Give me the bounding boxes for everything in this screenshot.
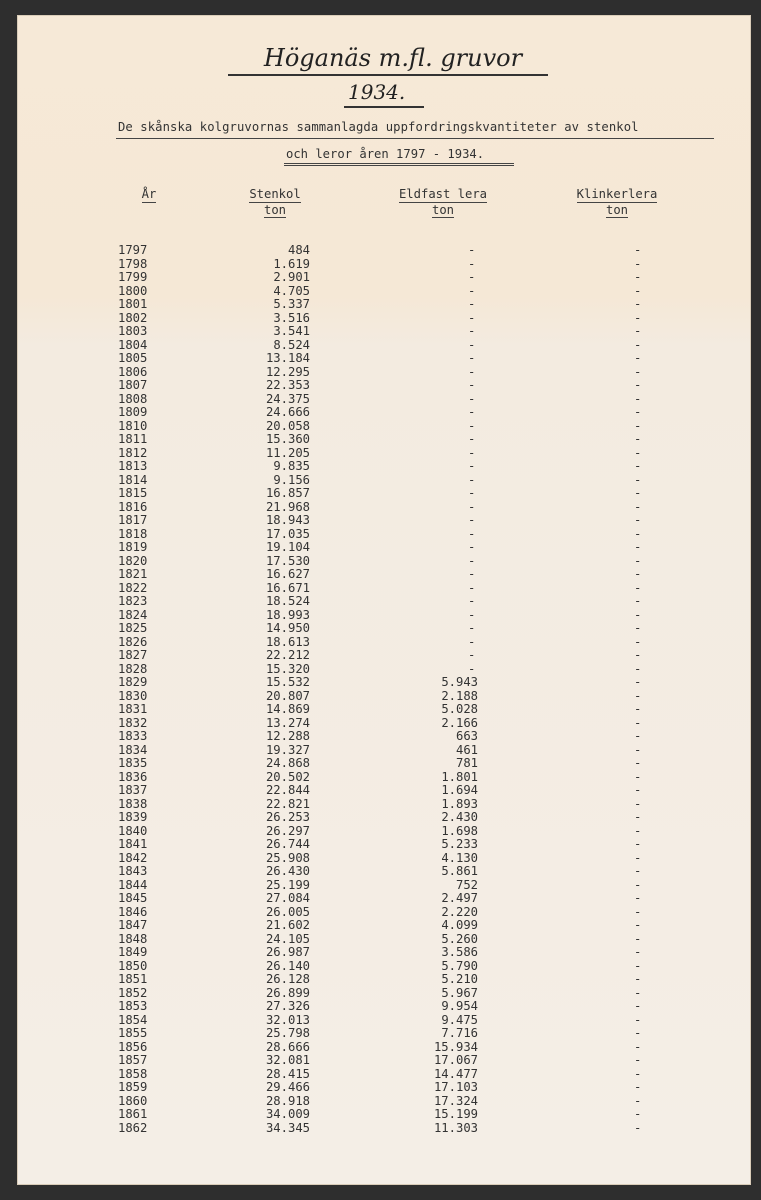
eldfast-lera-cell: 9.954	[441, 999, 478, 1013]
stenkol-cell: 24.375	[265, 391, 310, 406]
klinkerlera-cell: -	[634, 337, 642, 352]
stenkol-cell: 28.918	[265, 1093, 310, 1108]
klinkerlera-cell: -	[634, 1120, 642, 1135]
klinkerlera-cell: -	[634, 1066, 642, 1081]
klinkerlera-cell: -	[634, 1080, 642, 1094]
stenkol-cell: 29.466	[265, 1080, 310, 1094]
year-cell: 1809	[118, 405, 148, 419]
eldfast-lera-cell: -	[468, 607, 476, 622]
klinkerlera-cell: -	[634, 270, 642, 284]
stenkol-cell: 484	[287, 243, 310, 257]
year-cell: 1842	[118, 850, 148, 865]
year-cell: 1858	[118, 1066, 148, 1081]
klinkerlera-cell: -	[634, 688, 642, 703]
stenkol-cell: 32.013	[265, 1012, 310, 1027]
klinkerlera-cell: -	[634, 918, 642, 932]
year-cell: 1832	[118, 715, 148, 730]
eldfast-lera-cell: 7.716	[441, 1026, 478, 1040]
klinkerlera-cell: -	[634, 486, 642, 500]
year-cell: 1829	[118, 675, 148, 689]
document-page	[18, 16, 750, 1184]
stenkol-cell: 24.105	[265, 931, 310, 946]
year-cell: 1802	[118, 310, 148, 325]
eldfast-lera-cell: 5.790	[441, 958, 478, 973]
eldfast-lera-cell: 5.028	[441, 702, 478, 716]
year-cell: 1840	[118, 823, 148, 838]
stenkol-cell: 22.353	[265, 378, 310, 392]
eldfast-lera-cell: 1.893	[441, 796, 478, 811]
year-cell: 1851	[118, 972, 148, 986]
year-cell: 1861	[118, 1107, 148, 1121]
klinkerlera-cell: -	[634, 796, 642, 811]
eldfast-lera-cell: -	[468, 567, 476, 581]
column-header-stenkol: Stenkol ton	[249, 187, 301, 217]
klinkerlera-cell: -	[634, 891, 642, 905]
stenkol-cell: 12.295	[265, 364, 310, 379]
stenkol-cell: 26.005	[265, 904, 310, 919]
stenkol-cell: 15.532	[265, 675, 310, 689]
stenkol-cell: 18.993	[265, 607, 310, 622]
year-cell: 1818	[118, 526, 148, 541]
stenkol-cell: 11.205	[265, 445, 310, 460]
klinkerlera-cell: -	[634, 756, 642, 770]
klinkerlera-cell: -	[634, 540, 642, 554]
year-cell: 1849	[118, 945, 148, 959]
year-cell: 1857	[118, 1053, 148, 1067]
stenkol-cell: 22.821	[265, 796, 310, 811]
klinkerlera-cell: -	[634, 945, 642, 959]
year-cell: 1806	[118, 364, 148, 379]
eldfast-lera-cell: 17.324	[433, 1093, 478, 1108]
eldfast-lera-cell: 5.210	[441, 972, 478, 986]
year-cell: 1853	[118, 999, 148, 1013]
klinkerlera-cell: -	[634, 391, 642, 406]
klinkerlera-cell: -	[634, 243, 642, 257]
year-cell: 1810	[118, 418, 148, 433]
year-cell: 1803	[118, 324, 148, 338]
stenkol-cell: 25.798	[265, 1026, 310, 1040]
klinkerlera-cell: -	[634, 567, 642, 581]
year-cell: 1838	[118, 796, 148, 811]
year-cell: 1827	[118, 648, 148, 662]
stenkol-cell: 17.530	[265, 553, 310, 568]
year-cell: 1820	[118, 553, 148, 568]
stenkol-cell: 18.524	[265, 594, 310, 608]
klinkerlera-cell: -	[634, 607, 642, 622]
klinkerlera-cell: -	[634, 364, 642, 379]
stenkol-cell: 16.857	[265, 486, 310, 500]
stenkol-cell: 9.835	[273, 459, 310, 473]
year-cell: 1800	[118, 283, 148, 298]
eldfast-lera-cell: 663	[455, 729, 478, 743]
eldfast-lera-cell: -	[468, 297, 476, 311]
stenkol-cell: 16.627	[265, 567, 310, 581]
year-cell: 1811	[118, 432, 148, 446]
year-cell: 1813	[118, 459, 148, 473]
stenkol-cell: 2.901	[273, 270, 310, 284]
eldfast-lera-cell: 15.199	[433, 1107, 478, 1121]
klinkerlera-cell: -	[634, 1012, 642, 1027]
stenkol-cell: 13.184	[265, 351, 310, 365]
klinkerlera-cell: -	[634, 729, 642, 743]
year-cell: 1798	[118, 256, 148, 271]
eldfast-lera-cell: 781	[455, 756, 478, 770]
stenkol-cell: 28.666	[265, 1039, 310, 1054]
stenkol-cell: 25.199	[265, 877, 310, 892]
heading-double-rule	[284, 163, 514, 164]
eldfast-lera-cell: 5.861	[441, 864, 478, 878]
klinkerlera-cell: -	[634, 904, 642, 919]
column-header-eldfast-lera: Eldfast lera ton	[398, 187, 488, 217]
eldfast-lera-cell: -	[468, 418, 476, 433]
year-cell: 1856	[118, 1039, 148, 1054]
year-cell: 1815	[118, 486, 148, 500]
year-cell: 1831	[118, 702, 148, 716]
year-cell: 1824	[118, 607, 148, 622]
eldfast-lera-cell: -	[468, 634, 476, 649]
year-underline	[344, 106, 424, 108]
handwritten-title: Höganäs m.fl. gruvor	[263, 44, 523, 72]
klinkerlera-cell: -	[634, 1107, 642, 1121]
stenkol-cell: 14.950	[265, 621, 310, 635]
klinkerlera-cell: -	[634, 1053, 642, 1067]
eldfast-lera-cell: -	[468, 243, 476, 257]
klinkerlera-cell: -	[634, 742, 642, 757]
stenkol-cell: 22.844	[265, 783, 310, 797]
klinkerlera-cell: -	[634, 634, 642, 649]
eldfast-lera-cell: 2.220	[441, 904, 478, 919]
eldfast-lera-cell: 9.475	[441, 1012, 478, 1027]
year-cell: 1846	[118, 904, 148, 919]
stenkol-cell: 4.705	[273, 283, 310, 298]
year-cell: 1859	[118, 1080, 148, 1094]
stenkol-cell: 34.345	[265, 1120, 310, 1135]
year-cell: 1836	[118, 769, 148, 784]
eldfast-lera-cell: -	[468, 337, 476, 352]
klinkerlera-cell: -	[634, 958, 642, 973]
year-cell: 1830	[118, 688, 148, 703]
klinkerlera-cell: -	[634, 594, 642, 608]
year-cell: 1825	[118, 621, 148, 635]
eldfast-lera-cell: 2.166	[441, 715, 478, 730]
eldfast-lera-cell: -	[468, 324, 476, 338]
year-cell: 1814	[118, 472, 148, 487]
eldfast-lera-cell: 11.303	[433, 1120, 478, 1135]
stenkol-cell: 16.671	[265, 580, 310, 595]
klinkerlera-cell: -	[634, 675, 642, 689]
column-header-klinkerlera: Klinkerlera ton	[576, 187, 658, 217]
year-cell: 1819	[118, 540, 148, 554]
stenkol-cell: 20.502	[265, 769, 310, 784]
stenkol-cell: 26.987	[265, 945, 310, 959]
eldfast-lera-cell: -	[468, 270, 476, 284]
year-cell: 1843	[118, 864, 148, 878]
year-cell: 1844	[118, 877, 148, 892]
year-cell: 1804	[118, 337, 148, 352]
eldfast-lera-cell: -	[468, 378, 476, 392]
klinkerlera-cell: -	[634, 972, 642, 986]
year-cell: 1826	[118, 634, 148, 649]
stenkol-cell: 5.337	[273, 297, 310, 311]
heading-double-rule	[284, 165, 514, 166]
eldfast-lera-cell: 14.477	[433, 1066, 478, 1081]
eldfast-lera-cell: -	[468, 405, 476, 419]
eldfast-lera-cell: 15.934	[433, 1039, 478, 1054]
year-cell: 1805	[118, 351, 148, 365]
eldfast-lera-cell: -	[468, 432, 476, 446]
stenkol-cell: 34.009	[265, 1107, 310, 1121]
year-cell: 1845	[118, 891, 148, 905]
eldfast-lera-cell: 1.694	[441, 783, 478, 797]
stenkol-cell: 15.360	[265, 432, 310, 446]
stenkol-cell: 15.320	[265, 661, 310, 676]
year-cell: 1812	[118, 445, 148, 460]
stenkol-cell: 8.524	[273, 337, 310, 352]
year-cell: 1837	[118, 783, 148, 797]
heading-line-1: De skånska kolgruvornas sammanlagda uppfordringskvantiteter av stenkol	[118, 120, 639, 134]
year-cell: 1848	[118, 931, 148, 946]
stenkol-cell: 26.140	[265, 958, 310, 973]
klinkerlera-cell: -	[634, 837, 642, 851]
year-cell: 1816	[118, 499, 148, 514]
year-cell: 1808	[118, 391, 148, 406]
year-cell: 1823	[118, 594, 148, 608]
stenkol-cell: 21.968	[265, 499, 310, 514]
klinkerlera-cell: -	[634, 715, 642, 730]
year-cell: 1839	[118, 810, 148, 824]
klinkerlera-cell: -	[634, 513, 642, 527]
klinkerlera-cell: -	[634, 459, 642, 473]
eldfast-lera-cell: 4.130	[441, 850, 478, 865]
eldfast-lera-cell: 5.943	[441, 675, 478, 689]
klinkerlera-cell: -	[634, 769, 642, 784]
eldfast-lera-cell: -	[468, 351, 476, 365]
year-cell: 1850	[118, 958, 148, 973]
stenkol-cell: 19.104	[265, 540, 310, 554]
stenkol-cell: 22.212	[265, 648, 310, 662]
eldfast-lera-cell: -	[468, 472, 476, 487]
year-cell: 1828	[118, 661, 148, 676]
eldfast-lera-cell: -	[468, 283, 476, 298]
stenkol-cell: 1.619	[273, 256, 310, 271]
eldfast-lera-cell: -	[468, 540, 476, 554]
stenkol-cell: 20.807	[265, 688, 310, 703]
eldfast-lera-cell: 4.099	[441, 918, 478, 932]
eldfast-lera-cell: -	[468, 310, 476, 325]
stenkol-cell: 26.430	[265, 864, 310, 878]
eldfast-lera-cell: -	[468, 553, 476, 568]
year-cell: 1833	[118, 729, 148, 743]
stenkol-cell: 9.156	[273, 472, 310, 487]
klinkerlera-cell: -	[634, 378, 642, 392]
year-cell: 1860	[118, 1093, 148, 1108]
klinkerlera-cell: -	[634, 526, 642, 541]
stenkol-cell: 24.666	[265, 405, 310, 419]
eldfast-lera-cell: 2.430	[441, 810, 478, 824]
year-cell: 1841	[118, 837, 148, 851]
eldfast-lera-cell: -	[468, 513, 476, 527]
eldfast-lera-cell: 17.067	[433, 1053, 478, 1067]
stenkol-cell: 26.128	[265, 972, 310, 986]
stenkol-cell: 20.058	[265, 418, 310, 433]
stenkol-cell: 18.613	[265, 634, 310, 649]
eldfast-lera-cell: 5.260	[441, 931, 478, 946]
year-cell: 1817	[118, 513, 148, 527]
klinkerlera-cell: -	[634, 931, 642, 946]
year-cell: 1854	[118, 1012, 148, 1027]
year-cell: 1835	[118, 756, 148, 770]
stenkol-cell: 32.081	[265, 1053, 310, 1067]
stenkol-cell: 26.899	[265, 985, 310, 1000]
stenkol-cell: 3.516	[273, 310, 310, 325]
year-cell: 1852	[118, 985, 148, 1000]
title-underline	[228, 74, 548, 76]
eldfast-lera-cell: 1.698	[441, 823, 478, 838]
heading-line-2: och leror åren 1797 - 1934.	[286, 147, 485, 161]
eldfast-lera-cell: 2.497	[441, 891, 478, 905]
eldfast-lera-cell: 5.233	[441, 837, 478, 851]
klinkerlera-cell: -	[634, 445, 642, 460]
eldfast-lera-cell: 461	[455, 742, 478, 757]
klinkerlera-cell: -	[634, 877, 642, 892]
eldfast-lera-cell: 2.188	[441, 688, 478, 703]
klinkerlera-cell: -	[634, 850, 642, 865]
stenkol-cell: 25.908	[265, 850, 310, 865]
stenkol-cell: 14.869	[265, 702, 310, 716]
eldfast-lera-cell: 3.586	[441, 945, 478, 959]
klinkerlera-cell: -	[634, 256, 642, 271]
klinkerlera-cell: -	[634, 985, 642, 1000]
eldfast-lera-cell: -	[468, 364, 476, 379]
stenkol-cell: 26.297	[265, 823, 310, 838]
year-cell: 1855	[118, 1026, 148, 1040]
eldfast-lera-cell: 752	[455, 877, 478, 892]
year-cell: 1834	[118, 742, 148, 757]
stenkol-cell: 24.868	[265, 756, 310, 770]
column-header-year: År	[141, 187, 157, 201]
eldfast-lera-cell: -	[468, 661, 476, 676]
handwritten-year: 1934.	[348, 80, 406, 104]
eldfast-lera-cell: -	[468, 580, 476, 595]
stenkol-cell: 17.035	[265, 526, 310, 541]
klinkerlera-cell: -	[634, 864, 642, 878]
stenkol-cell: 18.943	[265, 513, 310, 527]
stenkol-cell: 13.274	[265, 715, 310, 730]
eldfast-lera-cell: -	[468, 621, 476, 635]
eldfast-lera-cell: -	[468, 391, 476, 406]
klinkerlera-cell: -	[634, 648, 642, 662]
klinkerlera-cell: -	[634, 283, 642, 298]
eldfast-lera-cell: -	[468, 486, 476, 500]
stenkol-cell: 26.744	[265, 837, 310, 851]
klinkerlera-cell: -	[634, 418, 642, 433]
klinkerlera-cell: -	[634, 310, 642, 325]
klinkerlera-cell: -	[634, 351, 642, 365]
eldfast-lera-cell: -	[468, 526, 476, 541]
year-cell: 1847	[118, 918, 148, 932]
klinkerlera-cell: -	[634, 810, 642, 824]
eldfast-lera-cell: -	[468, 445, 476, 460]
eldfast-lera-cell: 17.103	[433, 1080, 478, 1094]
year-cell: 1799	[118, 270, 148, 284]
klinkerlera-cell: -	[634, 405, 642, 419]
year-cell: 1807	[118, 378, 148, 392]
stenkol-cell: 21.602	[265, 918, 310, 932]
eldfast-lera-cell: -	[468, 499, 476, 514]
year-cell: 1801	[118, 297, 148, 311]
stenkol-cell: 19.327	[265, 742, 310, 757]
year-cell: 1822	[118, 580, 148, 595]
stenkol-cell: 26.253	[265, 810, 310, 824]
stenkol-cell: 27.326	[265, 999, 310, 1013]
klinkerlera-cell: -	[634, 472, 642, 487]
klinkerlera-cell: -	[634, 702, 642, 716]
klinkerlera-cell: -	[634, 324, 642, 338]
stenkol-cell: 3.541	[273, 324, 310, 338]
klinkerlera-cell: -	[634, 553, 642, 568]
klinkerlera-cell: -	[634, 432, 642, 446]
eldfast-lera-cell: -	[468, 648, 476, 662]
year-cell: 1821	[118, 567, 148, 581]
klinkerlera-cell: -	[634, 499, 642, 514]
year-cell: 1862	[118, 1120, 148, 1135]
klinkerlera-cell: -	[634, 580, 642, 595]
klinkerlera-cell: -	[634, 297, 642, 311]
klinkerlera-cell: -	[634, 999, 642, 1013]
klinkerlera-cell: -	[634, 823, 642, 838]
klinkerlera-cell: -	[634, 1093, 642, 1108]
klinkerlera-cell: -	[634, 1039, 642, 1054]
stenkol-cell: 12.288	[265, 729, 310, 743]
eldfast-lera-cell: 1.801	[441, 769, 478, 784]
year-cell: 1797	[118, 243, 148, 257]
eldfast-lera-cell: -	[468, 256, 476, 271]
klinkerlera-cell: -	[634, 621, 642, 635]
stenkol-cell: 27.084	[265, 891, 310, 905]
eldfast-lera-cell: 5.967	[441, 985, 478, 1000]
eldfast-lera-cell: -	[468, 459, 476, 473]
klinkerlera-cell: -	[634, 1026, 642, 1040]
heading-rule	[116, 138, 714, 139]
klinkerlera-cell: -	[634, 661, 642, 676]
stenkol-cell: 28.415	[265, 1066, 310, 1081]
eldfast-lera-cell: -	[468, 594, 476, 608]
klinkerlera-cell: -	[634, 783, 642, 797]
